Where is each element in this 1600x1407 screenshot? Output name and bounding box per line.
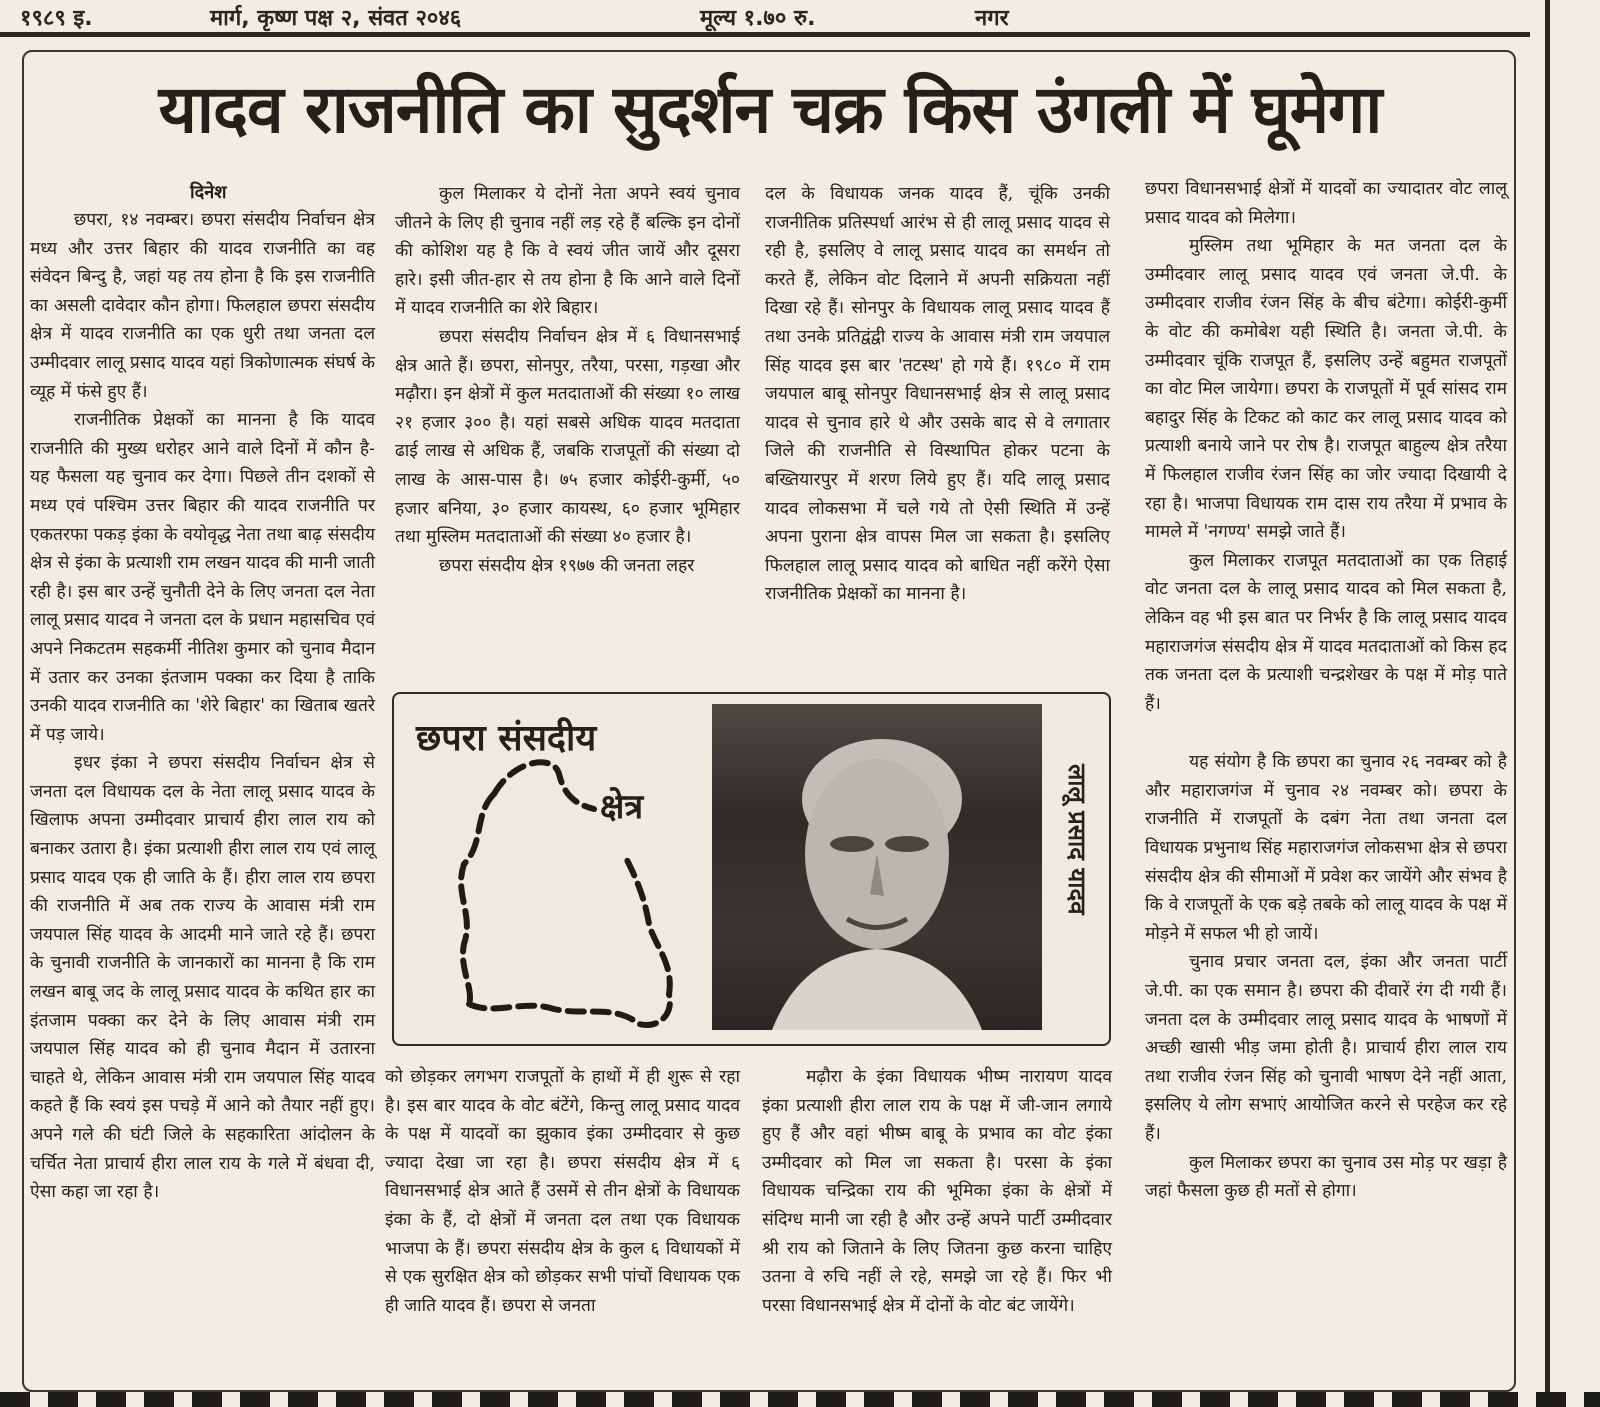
paragraph: मुस्लिम तथा भूमिहार के मत जनता दल के उम्मीदवार लालू प्रसाद यादव एवं जनता जे.पी. के उम्मीदवार राजीव रंजन सिंह के बीच बंटेगा। कोईरी-कुर्मी के वोट की कमोबेश यही स्थिति है। जनता जे.पी. के उम्मीदवार चूंकि राजपूत हैं, इसलिए उन्हें बहुमत राजपूतों का वोट मिल जायेगा। छपरा के राजपूतों में पूर्व सांसद राम बहादुर सिंह के टिकट को काट कर लालू प्रसाद यादव को प्रत्याशी बनाये जाने पर रोष है। राजपूत बाहुल्य क्षेत्र तरैया में फिलहाल राजीव रंजन सिंह का जोर ज्यादा दिखायी दे रहा है। भाजपा विधायक राम दास राय तरैया में प्रभाव के मामले में 'नगण्य' समझे जाते हैं। (1145, 236, 1507, 543)
paragraph: छपरा संसदीय निर्वाचन क्षेत्र में ६ विधानसभाई क्षेत्र आते हैं। छपरा, सोनपुर, तरैया, परसा, गड़खा और मढ़ौरा। इन क्षेत्रों में कुल मतदाताओं की संख्या १० लाख २१ हजार ३०० है। यहां सबसे अधिक यादव मतदाता ढाई लाख से अधिक हैं, जबकि राजपूतों की संख्या दो लाख के आस-पास है। ७५ हजार कोईरी-कुर्मी, ५० हजार बनिया, ३० हजार कायस्थ, ६० हजार भूमिहार तथा मुस्लिम मतदाताओं की संख्या ४० हजार है। (395, 326, 740, 548)
map-boundary-top (494, 762, 594, 809)
paragraph: मढ़ौरा के इंका विधायक भीष्म नारायण यादव इंका प्रत्याशी हीरा लाल राय के पक्ष में जी-जान लगाये हुए हैं और वहां भीष्म बाबू के प्रभाव का वोट इंका उम्मीदवार को मिल जा सकता है। परसा के इंका विधायक चन्द्रिका राय की भूमिका इंका के क्षेत्रों में संदिग्ध मानी जा रही है और उन्हें अपने पार्टी उम्मीदवार श्री राय को जिताने के लिए जितना कुछ करना चाहिए उतना वे रुचि नहीं ले रहे, समझे जा रहे हैं। फिर भी परसा विधानसभाई क्षेत्र में दोनों के वोट बंट जायेंगे। (762, 1067, 1112, 1316)
paragraph: कुल मिलाकर छपरा का चुनाव उस मोड़ पर खड़ा है जहां फैसला कुछ ही मतों से होगा। (1145, 1152, 1507, 1202)
issue-price: मूल्य १.७० रु. (700, 6, 816, 31)
column-2-bottom (385, 1063, 740, 1320)
paragraph: को छोड़कर लगभग राजपूतों के हाथों में ही शुरू से रहा है। इस बार यादव के वोट बंटेंगे, किन्तु लालू प्रसाद यादव के पक्ष में यादवों का झुकाव इंका उम्मीदवार से कुछ ज्यादा देखा जा रहा है। छपरा संसदीय क्षेत्र में ६ विधानसभाई क्षेत्र आते हैं उसमें से तीन क्षेत्रों के विधायक इंका के हैं, दो क्षेत्रों में जनता दल तथा एक विधायक भाजपा के हैं। छपरा संसदीय क्षेत्र के कुल ६ विधायकों में से एक सुरक्षित क्षेत्र को छोड़कर सभी पांचों विधायक एक ही जाति यादव हैं। छपरा से जनता (385, 1067, 740, 1316)
figure-box (392, 692, 1111, 1046)
masthead (0, 0, 1600, 30)
paragraph: यह संयोग है कि छपरा का चुनाव २६ नवम्बर को है और महाराजगंज में चुनाव २४ नवम्बर को। छपरा के राजनीति में राजपूतों के दबंग नेता तथा जनता दल विधायक प्रभुनाथ सिंह महाराजगंज लोकसभा क्षेत्र से छपरा संसदीय क्षेत्र की सीमाओं में प्रवेश कर जायेंगे और संभव है कि वे राजपूतों के एक बड़े तबके को लालू यादव के पक्ष में मोड़ने में सफल भी हो जायें। (1145, 752, 1507, 944)
column-2-top (395, 180, 740, 580)
masthead-rule (0, 32, 1530, 37)
portrait-photo (712, 704, 1042, 1030)
headline: यादव राजनीति का सुदर्शन चक्र किस उंगली में घूमेगा (158, 71, 1382, 148)
paragraph: छपरा विधानसभाई क्षेत्रों में यादवों का ज्यादातर वोट लालू प्रसाद यादव को मिलेगा। (1145, 179, 1507, 228)
issue-date: मार्ग, कृष्ण पक्ष २, संवत २०४६ (210, 6, 462, 31)
column-1 (30, 180, 375, 1207)
map-boundary-left (461, 794, 494, 1004)
constituency-map (434, 754, 694, 1034)
photo-caption: लालू प्रसाद यादव (1063, 764, 1091, 915)
map-subtitle: क्षेत्र (600, 787, 644, 827)
column-3-top (765, 180, 1110, 609)
portrait-image (712, 704, 1042, 1030)
next-headline-strip (0, 1392, 1600, 1407)
page-edge-rule (1545, 0, 1550, 1407)
map-boundary-bottom (469, 994, 670, 1025)
column-4 (1145, 175, 1507, 1206)
paragraph: कुल मिलाकर राजपूत मतदाताओं का एक तिहाई वोट जनता दल के लालू प्रसाद यादव को मिल सकता है, लेकिन वह भी इस बात पर निर्भर है कि लालू प्रसाद यादव महाराजगंज संसदीय क्षेत्र में यादव मतदाताओं को किस हद तक जनता दल के प्रत्याशी चन्द्रशेखर के पक्ष में मोड़ पाते हैं। (1145, 550, 1507, 714)
paragraph: इधर इंका ने छपरा संसदीय निर्वाचन क्षेत्र से जनता दल विधायक दल के नेता लालू प्रसाद यादव के खिलाफ अपना उम्मीदवार प्राचार्य हीरा लाल राय को बनाकर उतारा है। इंका प्रत्याशी हीरा लाल राय एवं लालू प्रसाद यादव एक ही जाति के हैं। हीरा लाल राय छपरा की राजनीति में अब तक राज्य के आवास मंत्री राम जयपाल सिंह यादव के आदमी माने जाते रहे हैं। छपरा के चुनावी राजनीति के जानकारों का मानना है कि राम लखन बाबू जद के लालू प्रसाद यादव के कथित हार का इंतजाम पक्का कर देने के लिए आवास मंत्री राम जयपाल सिंह यादव को ही चुनाव मैदान में उतारना चाहते थे, लेकिन आवास मंत्री राम जयपाल सिंह यादव कहते हैं कि स्वयं इस पचड़े में आने को तैयार नहीं हुए। अपने गले की घंटी जिले के सहकारिता आंदोलन के चर्चित नेता प्राचार्य हीरा लाल राय के गले में बंधवा दी, ऐसा कहा जा रहा है। (30, 753, 375, 1203)
paragraph: दल के विधायक जनक यादव हैं, चूंकि उनकी राजनीतिक प्रतिस्पर्धा आरंभ से ही लालू प्रसाद यादव से रही है, इसलिए वे लालू प्रसाद यादव का समर्थन तो करते हैं, लेकिन वोट दिलाने में अपनी सक्रियता नहीं दिखा रहे हैं। सोनपुर के विधायक लालू प्रसाद यादव हैं तथा उनके प्रतिद्वंद्वी राज्य के आवास मंत्री राम जयपाल सिंह यादव इस बार 'तटस्थ' हो गये हैं। १९८० में राम जयपाल बाबू सोनपुर विधानसभाई क्षेत्र से लालू प्रसाद यादव से चुनाव हारे थे और उसके बाद से वे लगातार जिले की राजनीति से विस्थापित होकर पटना के बख्तियारपुर में शरण लिये हुए हैं। यदि लालू प्रसाद यादव लोकसभा में चले गये तो ऐसी स्थिति में उन्हें अपना पुराना क्षेत्र वापस मिल जा सकता है। इसलिए फिलहाल लालू प्रसाद यादव को बाधित नहीं करेंगे ऐसा राजनीतिक प्रेक्षकों का मानना है। (765, 184, 1110, 605)
paragraph: कुल मिलाकर ये दोनों नेता अपने स्वयं चुनाव जीतने के लिए ही चुनाव नहीं लड़ रहे हैं बल्कि इन दोनों की कोशिश यह है कि वे स्वयं जीत जायें और दूसरा हारे। इसी जीत-हार से तय होना है कि आने वाले दिनों में यादव राजनीति का शेरे बिहार। (395, 184, 740, 319)
edition-label: नगर (975, 6, 1009, 31)
paragraph: राजनीतिक प्रेक्षकों का मानना है कि यादव राजनीति की मुख्य धरोहर आने वाले दिनों में कौन है- यह फैसला यह चुनाव कर देगा। पिछले तीन दशकों से मध्य एवं पश्चिम उत्तर बिहार की यादव राजनीति पर एकतरफा पकड़ इंका के वयोवृद्ध नेता तथा बाढ़ संसदीय क्षेत्र से इंका के प्रत्याशी राम लखन यादव की मानी जाती रही है। इस बार उन्हें चुनौती देने के लिए जनता दल नेता लालू प्रसाद यादव ने जनता दल के प्रधान महासचिव एवं अपने निकटतम सहकर्मी नीतिश कुमार को चुनाव मैदान में उतार कर उनका इंतजाम पक्का कर दिया है ताकि उनकी यादव राजनीति का 'शेरे बिहार' का खिताब खतरे में पड़ जाये। (30, 410, 375, 745)
issue-year: १९८९ इ. (20, 6, 93, 31)
paragraph: छपरा, १४ नवम्बर। छपरा संसदीय निर्वाचन क्षेत्र मध्य और उत्तर बिहार की यादव राजनीति का वह संवेदन बिन्दु है, जहां यह तय होना है कि इस राजनीति का असली दावेदार कौन होगा। फिलहाल छपरा संसदीय क्षेत्र में यादव राजनीति का एक धुरी तथा जनता दल उम्मीदवार लालू प्रसाद यादव यहां त्रिकोणात्मक संघर्ष के व्यूह में फंसे हुए हैं। (30, 210, 375, 402)
map-boundary-right (624, 854, 670, 994)
paragraph: चुनाव प्रचार जनता दल, इंका और जनता पार्टी जे.पी. का एक समान है। छपरा की दीवारें रंग दी गयी हैं। जनता दल के उम्मीदवार लालू प्रसाद यादव के भाषणों में अच्छी खासी भीड़ जमा होती है। प्राचार्य हीरा लाल राय तथा राजीव रंजन सिंह को चुनावी भाषण देने नहीं आता, इसलिए ये लोग सभाएं आयोजित करने से परहेज कर रहे हैं। (1145, 952, 1507, 1144)
column-3-bottom (762, 1063, 1112, 1320)
paragraph: छपरा संसदीय क्षेत्र १९७७ की जनता लहर (439, 555, 695, 576)
map-title: छपरा संसदीय (416, 718, 597, 759)
byline: दिनेश (190, 182, 227, 203)
